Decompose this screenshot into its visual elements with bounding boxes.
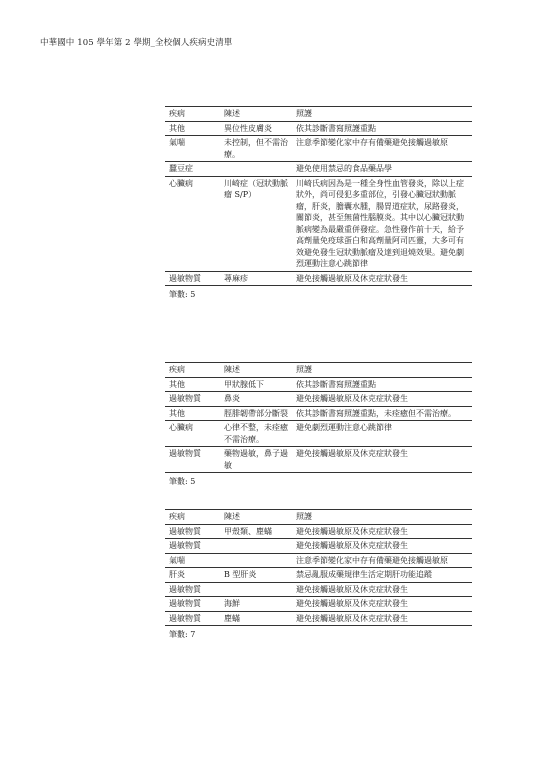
table-row	[165, 568, 472, 583]
cell-disease: 過敏物質	[165, 271, 220, 286]
record-count: 筆數: 5	[169, 477, 196, 486]
cell-care: 避免接觸過敏原及休克症狀發生	[292, 524, 472, 539]
column-header-statement: 陳述	[220, 510, 292, 525]
record-section-1	[165, 106, 472, 300]
cell-statement	[220, 553, 292, 568]
table-row	[165, 176, 472, 271]
cell-disease: 肝炎	[165, 568, 220, 583]
cell-statement: 藥物過敏，鼻子過敏	[220, 447, 292, 473]
table-row	[165, 162, 472, 177]
cell-statement: 海鮮	[220, 597, 292, 612]
table-row	[165, 611, 472, 626]
cell-care: 注意季節變化家中存有備藥避免接觸過敏原	[292, 136, 472, 162]
table-row	[165, 392, 472, 407]
record-count: 筆數: 7	[169, 630, 196, 639]
cell-disease: 心臟病	[165, 421, 220, 447]
cell-disease: 氣喘	[165, 136, 220, 162]
cell-statement: 塵蟎	[220, 611, 292, 626]
table-header-row	[165, 107, 472, 122]
cell-statement	[220, 582, 292, 597]
cell-statement	[220, 539, 292, 554]
cell-disease: 蠶豆症	[165, 162, 220, 177]
table-row	[165, 553, 472, 568]
table-row	[165, 136, 472, 162]
cell-care: 避免接觸過敏原及休克症狀發生	[292, 539, 472, 554]
record-section-3	[165, 509, 472, 640]
page-title: 中華國中 105 學年第 2 學期_全校個人疾病史清單	[40, 38, 233, 48]
cell-statement: 鼻炎	[220, 392, 292, 407]
table-header-row	[165, 510, 472, 525]
cell-care: 依其診斷書寫照護重點	[292, 377, 472, 392]
table-row	[165, 406, 472, 421]
column-header-disease: 疾病	[165, 107, 220, 122]
cell-statement: 異位性皮膚炎	[220, 121, 292, 136]
cell-care: 注意季節變化家中存有備藥避免接觸過敏原	[292, 553, 472, 568]
cell-disease: 過敏物質	[165, 524, 220, 539]
cell-care: 避免接觸過敏原及休克症狀發生	[292, 447, 472, 473]
cell-statement: 脛腓韌帶部分斷裂	[220, 406, 292, 421]
cell-disease: 過敏物質	[165, 582, 220, 597]
records-table-2	[165, 362, 472, 473]
table-row	[165, 524, 472, 539]
cell-statement: B 型肝炎	[220, 568, 292, 583]
cell-disease: 過敏物質	[165, 611, 220, 626]
cell-care: 避免使用禁忌的食品藥品學	[292, 162, 472, 177]
cell-statement: 甲狀腺低下	[220, 377, 292, 392]
column-header-disease: 疾病	[165, 363, 220, 378]
cell-disease: 過敏物質	[165, 392, 220, 407]
column-header-care: 照護	[292, 510, 472, 525]
cell-care: 避免接觸過敏原及休克症狀發生	[292, 582, 472, 597]
column-header-statement: 陳述	[220, 107, 292, 122]
cell-care: 避免接觸過敏原及休克症狀發生	[292, 271, 472, 286]
table-row	[165, 271, 472, 286]
records-table-3	[165, 509, 472, 626]
column-header-care: 照護	[292, 107, 472, 122]
column-header-disease: 疾病	[165, 510, 220, 525]
cell-care: 避免接觸過敏原及休克症狀發生	[292, 611, 472, 626]
table-row	[165, 377, 472, 392]
cell-disease: 過敏物質	[165, 597, 220, 612]
cell-disease: 過敏物質	[165, 539, 220, 554]
table-header-row	[165, 363, 472, 378]
cell-care: 依其診斷書寫照護重點	[292, 121, 472, 136]
cell-statement: 蕁麻疹	[220, 271, 292, 286]
table-row	[165, 421, 472, 447]
column-header-statement: 陳述	[220, 363, 292, 378]
records-table-1	[165, 106, 472, 286]
record-section-2	[165, 362, 472, 487]
cell-disease: 心臟病	[165, 176, 220, 271]
cell-care: 避免劇烈運動注意心跳節律	[292, 421, 472, 447]
cell-disease: 氣喘	[165, 553, 220, 568]
table-row	[165, 582, 472, 597]
cell-care: 禁忌亂服成藥規律生活定期肝功能追蹤	[292, 568, 472, 583]
cell-disease: 其他	[165, 377, 220, 392]
cell-statement: 川崎症（冠狀動脈瘤 S/P）	[220, 176, 292, 271]
table-row	[165, 121, 472, 136]
table-row	[165, 447, 472, 473]
cell-statement	[220, 162, 292, 177]
cell-care: 避免接觸過敏原及休克症狀發生	[292, 392, 472, 407]
table-row	[165, 597, 472, 612]
table-row	[165, 539, 472, 554]
cell-care: 避免接觸過敏原及休克症狀發生	[292, 597, 472, 612]
cell-care: 川崎氏病因為是一種全身性血管發炎，除以上症狀外，尚可侵犯多重部位，引發心臟冠狀動脈瘤，肝炎，膽囊水腫，腸胃道症狀，尿路發炎，關節炎，甚至無菌性腦膜炎。其中以心臟冠狀動脈病變為最嚴重併發症。急性發作前十天，給予高劑量免疫球蛋白和高劑量阿司匹靈，大多可有效避免發生冠狀動脈瘤及達到退燒效果。避免劇烈運動注意心跳節律	[292, 176, 472, 271]
cell-statement: 甲殼類、塵蟎	[220, 524, 292, 539]
cell-disease: 其他	[165, 121, 220, 136]
cell-care: 依其診斷書寫照護重點，未痊癒但不需治療。	[292, 406, 472, 421]
cell-statement: 心律不整，未痊癒不需治療。	[220, 421, 292, 447]
cell-statement: 未控制，但不需治療。	[220, 136, 292, 162]
cell-disease: 其他	[165, 406, 220, 421]
column-header-care: 照護	[292, 363, 472, 378]
cell-disease: 過敏物質	[165, 447, 220, 473]
record-count: 筆數: 5	[169, 290, 196, 299]
